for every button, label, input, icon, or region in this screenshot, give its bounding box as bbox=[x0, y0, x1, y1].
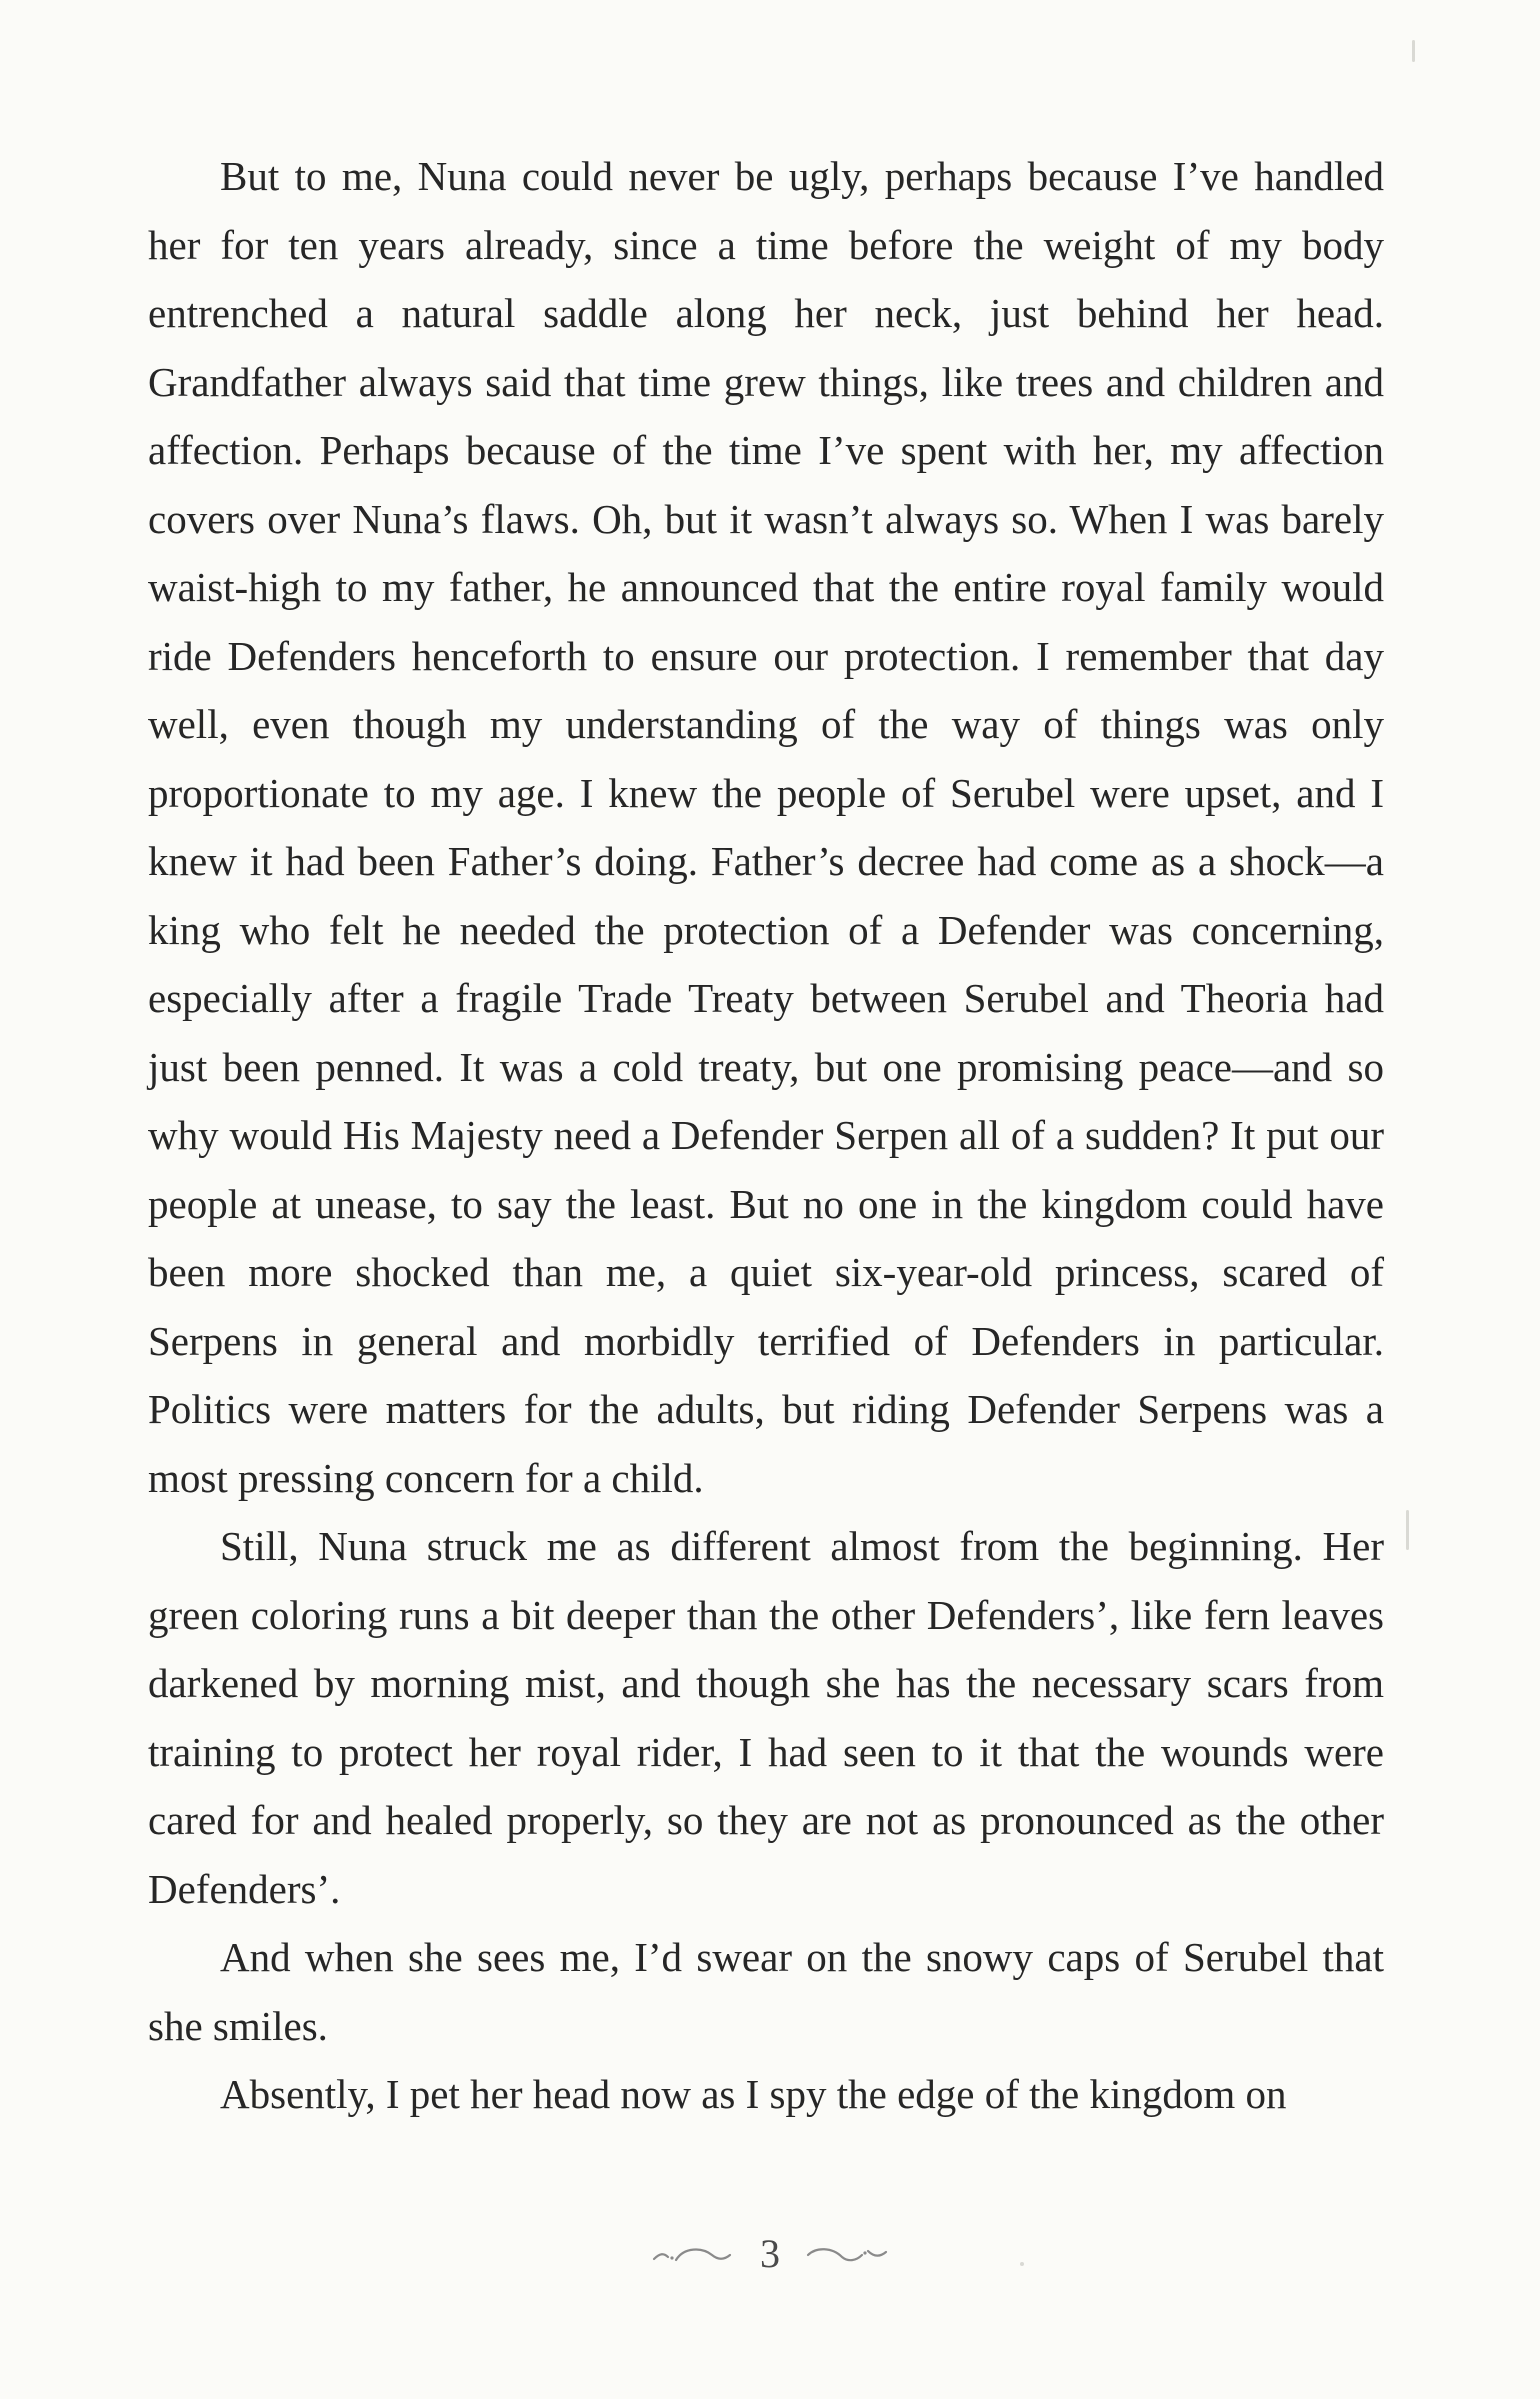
scan-speck bbox=[1020, 2262, 1024, 2266]
paragraph-2: Still, Nuna struck me as different almost from the beginning. Her green coloring runs a bit deeper than the other Defenders’, like fern leaves darkened by morning mist, and though she has the necessary scars from training to protect her royal rider, I had seen to it that the wounds were cared for and healed properly, so they are not as pronounced as the other Defenders’. bbox=[148, 1523, 1384, 1912]
scan-speck bbox=[1406, 1510, 1409, 1550]
paragraph-1: But to me, Nuna could never be ugly, perhaps because I’ve handled her for ten years already, since a time before the weight of my body entrenched a natural saddle along her neck, just behind her head. Grandfather always said that time grew things, like trees and children and affection. Perhaps because of the time I’ve spent with her, my affection covers over Nuna’s flaws. Oh, but it wasn’t always so. When I was barely waist-high to my father, he announced that the entire royal family would ride Defenders henceforth to ensure our protection. I remember that day well, even though my understanding of the way of things was only proportionate to my age. I knew the people of Serubel were upset, and I knew it had been Father’s doing. Father’s decree had come as a shock—a king who felt he needed the protection of a Defender was concerning, especially after a fragile Trade Treaty between Serubel and Theoria had just been penned. It was a cold treaty, but one promising peace—and so why would His Majesty need a Defender Serpen all of a sudden? It put our people at unease, to say the least. But no one in the kingdom could have been more shocked than me, a quiet six-year-old princess, scared of Serpens in general and morbidly terrified of Defenders in particular. Politics were matters for the adults, but riding Defender Serpens was a most pressing concern for a child. bbox=[148, 153, 1384, 1501]
scan-speck bbox=[1412, 40, 1415, 62]
paragraph-4: Absently, I pet her head now as I spy the edge of the kingdom on bbox=[220, 2071, 1287, 2117]
body-text bbox=[148, 142, 1384, 2129]
left-swash-ornament-icon bbox=[650, 2243, 742, 2265]
page-footer bbox=[0, 2224, 1540, 2284]
right-swash-ornament-icon bbox=[798, 2243, 890, 2265]
page-number: 3 bbox=[760, 2231, 780, 2276]
paragraph-3: And when she sees me, I’d swear on the snowy caps of Serubel that she smiles. bbox=[148, 1934, 1384, 2049]
